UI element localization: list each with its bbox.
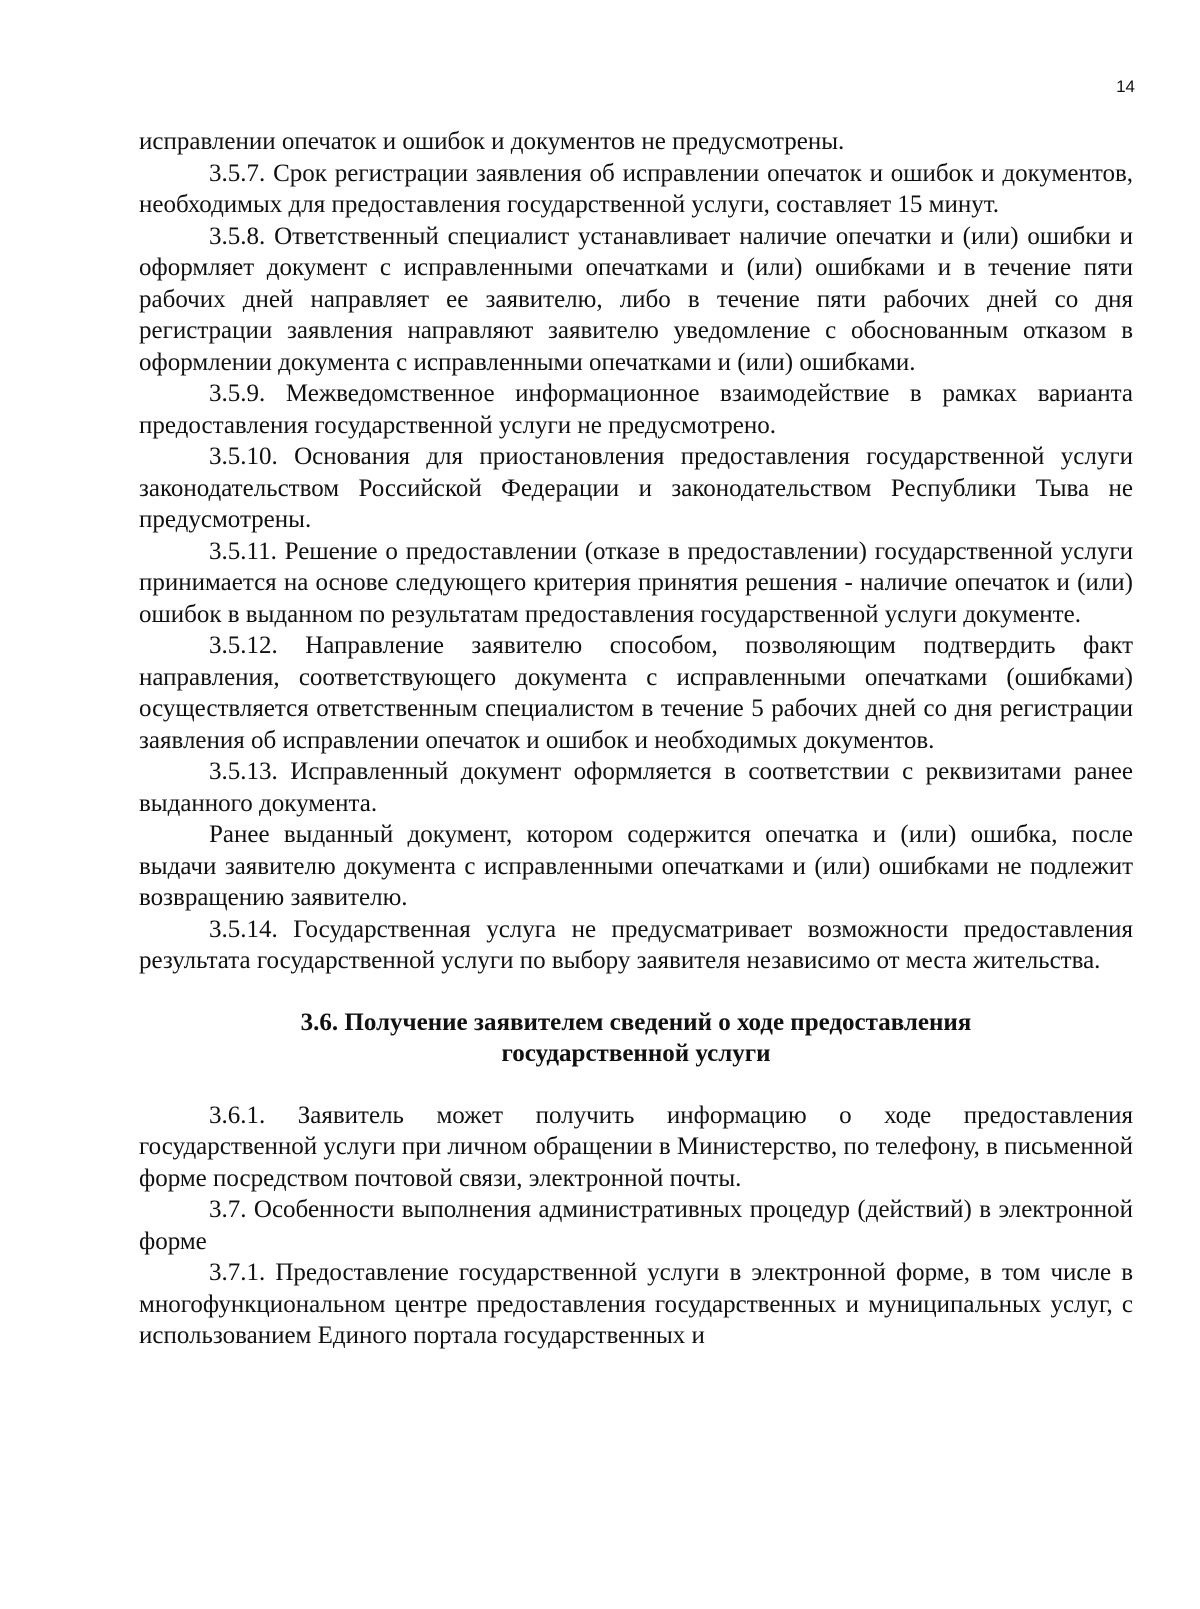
paragraph-3-5-7: 3.5.7. Срок регистрации заявления об исправлении опечаток и ошибок и документов, необходимых для предоставления государственной услуги, составляет 15 минут. bbox=[139, 159, 1133, 218]
paragraph-3-5-14: 3.5.14. Государственная услуга не предусматривает возможности предоставления результата государственной услуги по выбору заявителя независимо от места жительства. bbox=[139, 915, 1133, 974]
page-number: 14 bbox=[1116, 77, 1135, 96]
paragraph-3-7-1: 3.7.1. Предоставление государственной услуги в электронной форме, в том числе в многофункциональном центре предоставления государственных и муниципальных услуг, с использованием Единого портала государственных и bbox=[139, 1259, 1133, 1349]
paragraph-3-5-10: 3.5.10. Основания для приостановления предоставления государственной услуги законодательством Российской Федерации и законодательством Республики Тыва не предусмотрены. bbox=[139, 443, 1133, 533]
section-heading-line-2: государственной услуги bbox=[501, 1040, 771, 1067]
paragraph-3-5-12: 3.5.12. Направление заявителю способом, позволяющим подтвердить факт направления, соответствующего документа с исправленными опечатками (ошибками) осуществляется ответственным специалистом в течение 5 рабочих дней со дня регистрации заявления об исправлении опечаток и ошибок и необходимых документов. bbox=[139, 632, 1133, 754]
paragraph-3-5-9: 3.5.9. Межведомственное информационное взаимодействие в рамках варианта предоставления государственной услуги не предусмотрено. bbox=[139, 380, 1133, 439]
paragraph-3-5-13: 3.5.13. Исправленный документ оформляется в соответствии с реквизитами ранее выданного документа. bbox=[139, 758, 1133, 817]
section-heading-line-1: 3.6. Получение заявителем сведений о ходе предоставления bbox=[300, 1008, 972, 1036]
paragraph-3-5-11: 3.5.11. Решение о предоставлении (отказе в предоставлении) государственной услуги принимается на основе следующего критерия принятия решения - наличие опечаток и (или) ошибок в выданном по результатам предоставления государственной услуги документе. bbox=[139, 537, 1133, 628]
document-body bbox=[139, 126, 1133, 1352]
paragraph-3-5-8: 3.5.8. Ответственный специалист устанавливает наличие опечатки и (или) ошибки и оформляет документ с исправленными опечатками и (или) ошибками и в течение пяти рабочих дней направляет ее заявителю, либо в течение пяти рабочих дней со дня регистрации заявления направляют заявителю уведомление с обоснованным отказом в оформлении документа с исправленными опечатками и (или) ошибками. bbox=[139, 222, 1133, 376]
section-heading-3-6 bbox=[139, 1007, 1133, 1070]
paragraph-3-5-13-note: Ранее выданный документ, котором содержится опечатка и (или) ошибка, после выдачи заявителю документа с исправленными опечатками и (или) ошибками не подлежит возвращению заявителю. bbox=[139, 821, 1133, 911]
paragraph-continuation: исправлении опечаток и ошибок и документов не предусмотрены. bbox=[139, 128, 845, 155]
paragraph-3-7: 3.7. Особенности выполнения административных процедур (действий) в электронной форме bbox=[139, 1196, 1133, 1255]
paragraph-3-6-1: 3.6.1. Заявитель может получить информацию о ходе предоставления государственной услуги при личном обращении в Министерство, по телефону, в письменной форме посредством почтовой связи, электронной почты. bbox=[139, 1101, 1133, 1192]
